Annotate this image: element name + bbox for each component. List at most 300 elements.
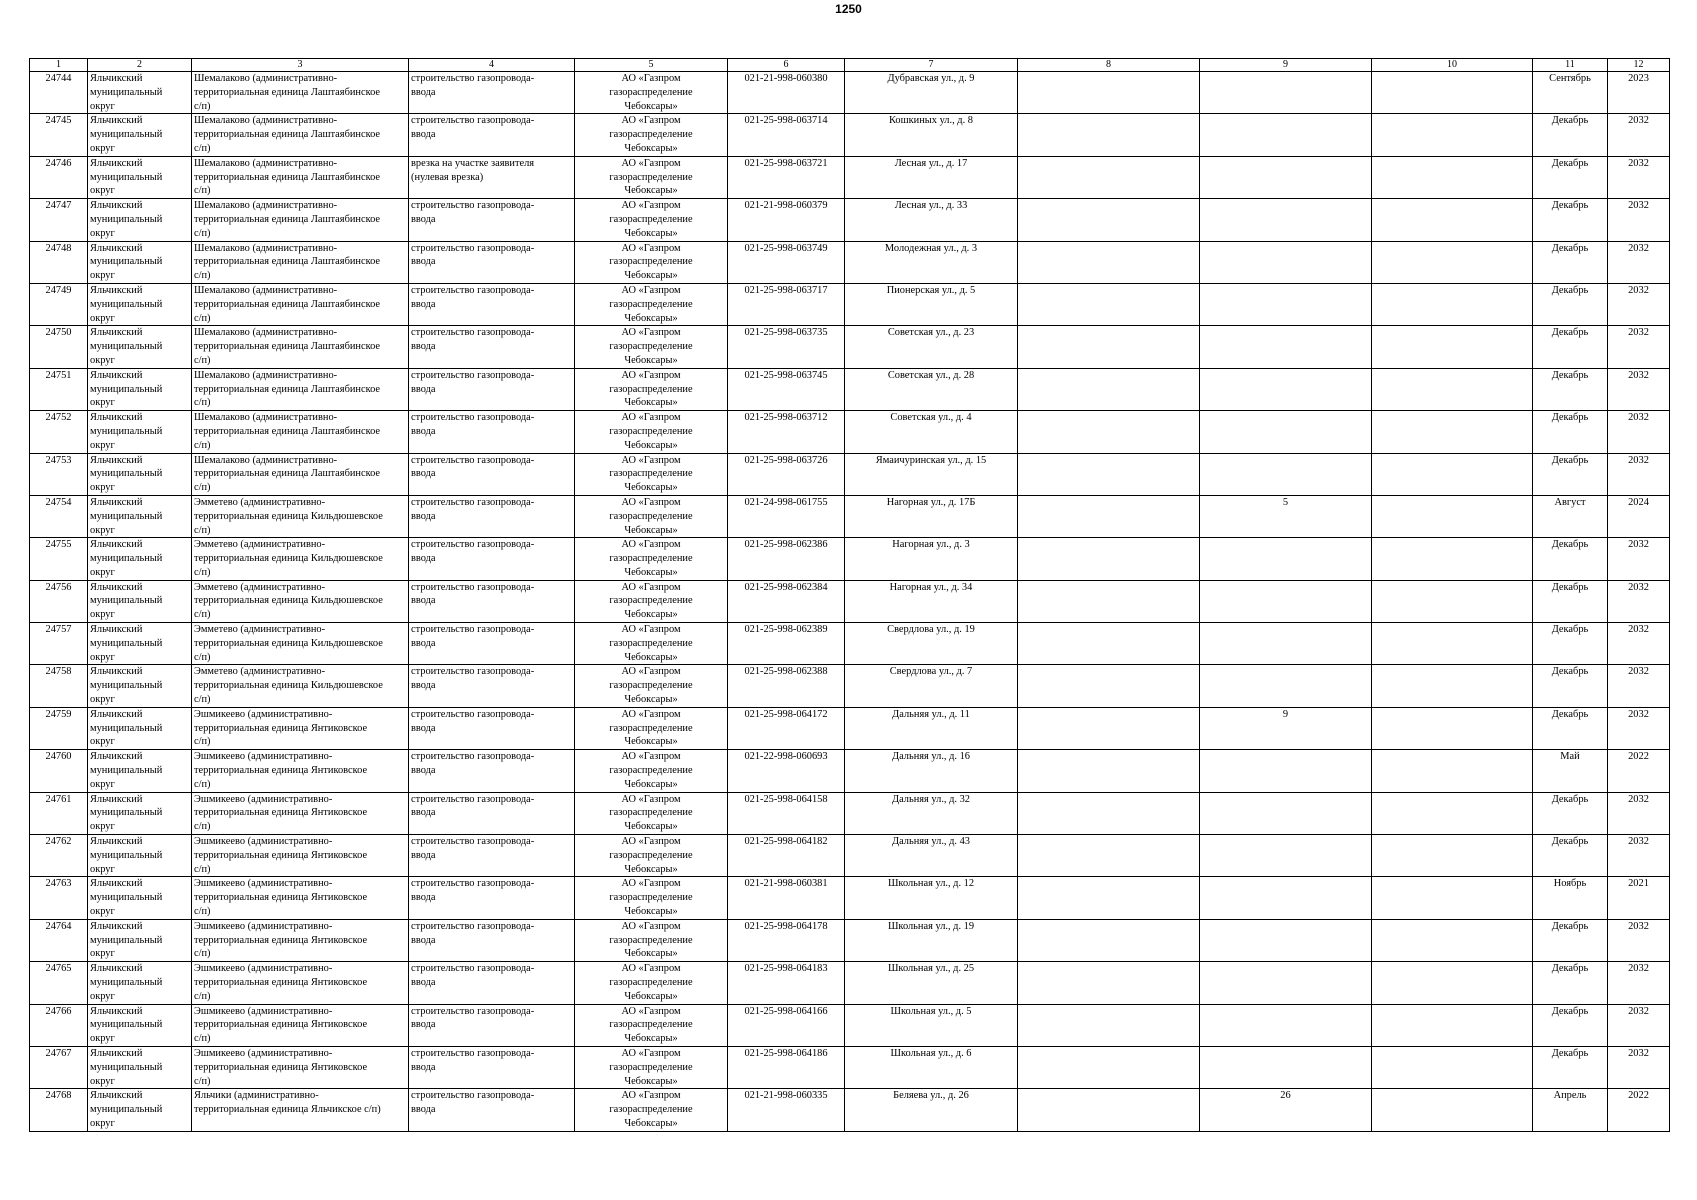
column-8-cell [1018,835,1200,877]
district-cell [88,1004,192,1046]
locality-line: территориальная единица Лаштаябинское [194,86,381,98]
work-type-line: строительство газопровода- [411,963,535,975]
column-9-cell [1200,623,1372,665]
locality-line: с/п) [194,821,211,833]
month-cell: Декабрь [1533,411,1608,453]
organization-line: Чебоксары» [624,609,678,621]
record-number-cell: 24768 [30,1089,88,1131]
district-line: муниципальный [90,1104,163,1116]
table-row [30,411,1670,453]
district-cell [88,156,192,198]
table-row [30,962,1670,1004]
work-type-line: строительство газопровода- [411,920,535,932]
year-cell: 2032 [1608,1046,1670,1088]
month-cell: Сентябрь [1533,72,1608,114]
cadastral-number-cell: 021-25-998-062389 [728,623,845,665]
organization-line: Чебоксары» [624,948,678,960]
locality-cell [192,750,409,792]
locality-line: территориальная единица Лаштаябинское [194,298,381,310]
column-8-cell [1018,368,1200,410]
organization-line: газораспределение [609,637,693,649]
year-cell: 2024 [1608,495,1670,537]
organization-cell [575,538,728,580]
cadastral-number-cell: 021-25-998-063712 [728,411,845,453]
work-type-line: ввода [411,298,436,310]
organization-line: Чебоксары» [624,863,678,875]
column-10-cell [1372,877,1533,919]
work-type-cell [409,877,575,919]
district-line: муниципальный [90,807,163,819]
work-type-line: ввода [411,1104,436,1116]
work-type-line: ввода [411,977,436,988]
district-line: Яльчикский [90,412,143,424]
locality-line: территориальная единица Яльчикское с/п) [194,1104,381,1116]
work-type-line: строительство газопровода- [411,496,535,508]
year-cell: 2032 [1608,623,1670,665]
organization-cell [575,72,728,114]
locality-line: территориальная единица Янтиковское [194,1019,368,1031]
locality-cell [192,665,409,707]
year-cell: 2032 [1608,326,1670,368]
work-type-line: ввода [411,722,436,734]
record-number-cell: 24765 [30,962,88,1004]
record-number-cell: 24767 [30,1046,88,1088]
organization-cell [575,199,728,241]
organization-line: Чебоксары» [624,185,678,197]
locality-line: Шемалаково (административно- [194,454,338,466]
column-8-cell [1018,114,1200,156]
column-header-9: 9 [1200,59,1372,72]
table-row [30,368,1670,410]
district-line: Яльчикский [90,1090,143,1102]
organization-line: газораспределение [609,86,693,98]
organization-cell [575,241,728,283]
month-cell: Декабрь [1533,1004,1608,1046]
year-cell: 2032 [1608,707,1670,749]
locality-cell [192,156,409,198]
month-cell: Декабрь [1533,835,1608,877]
column-10-cell [1372,623,1533,665]
column-header-5: 5 [575,59,728,72]
organization-line: газораспределение [609,383,693,395]
organization-line: газораспределение [609,341,693,353]
locality-cell [192,495,409,537]
locality-line: с/п) [194,312,211,324]
table-row [30,835,1670,877]
locality-line: с/п) [194,948,211,960]
work-type-line: ввода [411,425,436,437]
district-line: округ [90,227,115,239]
district-line: округ [90,863,115,875]
month-cell: Декабрь [1533,665,1608,707]
district-cell [88,962,192,1004]
district-line: муниципальный [90,129,163,141]
work-type-line: ввода [411,213,436,225]
work-type-line: строительство газопровода- [411,1005,535,1017]
organization-line: Чебоксары» [624,694,678,706]
work-type-line: ввода [411,849,436,861]
district-line: муниципальный [90,722,163,734]
district-line: округ [90,185,115,197]
district-line: муниципальный [90,425,163,437]
record-number-cell: 24766 [30,1004,88,1046]
address-cell: Нагорная ул., д. 34 [845,580,1018,622]
cadastral-number-cell: 021-25-998-064183 [728,962,845,1004]
month-cell: Декабрь [1533,368,1608,410]
month-cell: Ноябрь [1533,877,1608,919]
column-8-cell [1018,156,1200,198]
district-line: муниципальный [90,934,163,946]
address-cell: Школьная ул., д. 12 [845,877,1018,919]
address-cell: Лесная ул., д. 33 [845,199,1018,241]
work-type-cell [409,538,575,580]
work-type-line: ввода [411,553,436,565]
organization-line: АО «Газпром [621,878,681,890]
page-number: 1250 [835,2,862,16]
month-cell: Декабрь [1533,792,1608,834]
table-row [30,72,1670,114]
organization-line: газораспределение [609,171,693,183]
year-cell: 2032 [1608,835,1670,877]
locality-line: Шемалаково (административно- [194,284,338,296]
locality-cell [192,919,409,961]
district-line: Яльчикский [90,115,143,127]
locality-cell [192,1004,409,1046]
organization-line: АО «Газпром [621,454,681,466]
work-type-line: ввода [411,680,436,692]
organization-line: АО «Газпром [621,920,681,932]
column-9-cell [1200,241,1372,283]
organization-line: АО «Газпром [621,963,681,975]
organization-cell [575,114,728,156]
address-cell: Пионерская ул., д. 5 [845,283,1018,325]
locality-line: Шемалаково (административно- [194,73,338,84]
district-line: округ [90,778,115,790]
work-type-line: ввода [411,595,436,607]
organization-line: АО «Газпром [621,624,681,636]
organization-cell [575,411,728,453]
column-10-cell [1372,1046,1533,1088]
column-9-cell [1200,877,1372,919]
locality-line: территориальная единица Лаштаябинское [194,129,381,141]
organization-cell [575,962,728,1004]
district-line: муниципальный [90,553,163,565]
district-cell [88,538,192,580]
work-type-line: ввода [411,129,436,141]
table-row [30,453,1670,495]
column-9-cell [1200,199,1372,241]
month-cell: Апрель [1533,1089,1608,1131]
column-header-3: 3 [192,59,409,72]
work-type-line: строительство газопровода- [411,666,535,678]
locality-line: с/п) [194,778,211,790]
column-8-cell [1018,1089,1200,1131]
organization-line: газораспределение [609,807,693,819]
cadastral-number-cell: 021-25-998-064182 [728,835,845,877]
district-line: округ [90,1033,115,1045]
column-header-10: 10 [1372,59,1533,72]
address-cell: Свердлова ул., д. 19 [845,623,1018,665]
column-8-cell [1018,1004,1200,1046]
organization-line: АО «Газпром [621,200,681,212]
locality-cell [192,326,409,368]
organization-line: АО «Газпром [621,284,681,296]
column-9-cell [1200,919,1372,961]
table-row [30,241,1670,283]
organization-line: Чебоксары» [624,397,678,409]
organization-line: газораспределение [609,1061,693,1073]
work-type-line: ввода [411,934,436,946]
organization-line: Чебоксары» [624,821,678,833]
column-header-6: 6 [728,59,845,72]
work-type-line: ввода [411,510,436,522]
locality-line: территориальная единица Кильдюшевское [194,510,383,522]
table-row [30,792,1670,834]
organization-line: АО «Газпром [621,115,681,127]
column-header-11: 11 [1533,59,1608,72]
table-row [30,495,1670,537]
locality-cell [192,962,409,1004]
work-type-cell [409,368,575,410]
district-line: муниципальный [90,637,163,649]
locality-line: Шемалаково (административно- [194,327,338,339]
district-cell [88,750,192,792]
work-type-cell [409,707,575,749]
organization-cell [575,453,728,495]
district-line: округ [90,354,115,366]
address-cell: Лесная ул., д. 17 [845,156,1018,198]
organization-line: газораспределение [609,1104,693,1116]
month-cell: Декабрь [1533,580,1608,622]
organization-line: АО «Газпром [621,836,681,848]
column-header-1: 1 [30,59,88,72]
locality-line: с/п) [194,609,211,621]
record-number-cell: 24759 [30,707,88,749]
work-type-line: ввода [411,807,436,819]
organization-line: АО «Газпром [621,581,681,593]
column-8-cell [1018,538,1200,580]
year-cell: 2032 [1608,199,1670,241]
locality-line: с/п) [194,100,211,112]
district-cell [88,792,192,834]
cadastral-number-cell: 021-25-998-064172 [728,707,845,749]
district-line: округ [90,312,115,324]
locality-cell [192,580,409,622]
record-number-cell: 24746 [30,156,88,198]
month-cell: Декабрь [1533,707,1608,749]
month-cell: Декабрь [1533,453,1608,495]
column-9-cell [1200,1004,1372,1046]
organization-cell [575,835,728,877]
locality-cell [192,411,409,453]
district-line: Яльчикский [90,751,143,763]
locality-line: с/п) [194,1033,211,1045]
organization-line: Чебоксары» [624,1117,678,1129]
district-line: Яльчикский [90,963,143,975]
locality-line: территориальная единица Янтиковское [194,722,368,734]
table-row [30,114,1670,156]
table-row [30,1046,1670,1088]
organization-cell [575,750,728,792]
district-cell [88,368,192,410]
locality-line: Шемалаково (административно- [194,242,338,254]
address-cell: Кошкиных ул., д. 8 [845,114,1018,156]
locality-line: территориальная единица Кильдюшевское [194,553,383,565]
locality-cell [192,199,409,241]
column-9-cell [1200,283,1372,325]
organization-line: АО «Газпром [621,73,681,84]
month-cell: Май [1533,750,1608,792]
organization-line: АО «Газпром [621,1090,681,1102]
district-line: округ [90,524,115,536]
locality-line: Эмметево (административно- [194,666,326,678]
district-cell [88,665,192,707]
record-number-cell: 24748 [30,241,88,283]
organization-line: Чебоксары» [624,778,678,790]
record-number-cell: 24744 [30,72,88,114]
work-type-line: ввода [411,1061,436,1073]
column-10-cell [1372,750,1533,792]
organization-cell [575,707,728,749]
record-number-cell: 24750 [30,326,88,368]
district-line: Яльчикский [90,454,143,466]
column-9-cell [1200,114,1372,156]
record-number-cell: 24752 [30,411,88,453]
year-cell: 2022 [1608,1089,1670,1131]
work-type-cell [409,326,575,368]
cadastral-number-cell: 021-25-998-064166 [728,1004,845,1046]
cadastral-number-cell: 021-21-998-060335 [728,1089,845,1131]
organization-line: АО «Газпром [621,157,681,169]
month-cell: Декабрь [1533,1046,1608,1088]
locality-line: с/п) [194,227,211,239]
year-cell: 2032 [1608,156,1670,198]
organization-cell [575,156,728,198]
column-10-cell [1372,1004,1533,1046]
cadastral-number-cell: 021-25-998-064158 [728,792,845,834]
column-10-cell [1372,241,1533,283]
locality-line: с/п) [194,185,211,197]
work-type-cell [409,665,575,707]
locality-line: с/п) [194,270,211,282]
locality-cell [192,1046,409,1088]
work-type-line: строительство газопровода- [411,115,535,127]
work-type-line: строительство газопровода- [411,581,535,593]
work-type-line: ввода [411,765,436,777]
work-type-line: строительство газопровода- [411,73,535,84]
work-type-cell [409,580,575,622]
column-9-cell [1200,835,1372,877]
work-type-cell [409,411,575,453]
district-line: Яльчикский [90,284,143,296]
column-8-cell [1018,665,1200,707]
table-row [30,623,1670,665]
month-cell: Декабрь [1533,919,1608,961]
organization-cell [575,1046,728,1088]
column-10-cell [1372,538,1533,580]
district-line: округ [90,694,115,706]
year-cell: 2032 [1608,453,1670,495]
column-9-cell [1200,326,1372,368]
district-line: округ [90,990,115,1002]
district-line: округ [90,948,115,960]
district-line: Яльчикский [90,73,143,84]
organization-line: газораспределение [609,468,693,480]
locality-line: Эшмикеево (административно- [194,836,333,848]
district-line: муниципальный [90,86,163,98]
district-line: муниципальный [90,383,163,395]
locality-line: территориальная единица Кильдюшевское [194,637,383,649]
district-cell [88,877,192,919]
column-8-cell [1018,199,1200,241]
year-cell: 2021 [1608,877,1670,919]
record-number-cell: 24753 [30,453,88,495]
work-type-line: строительство газопровода- [411,412,535,424]
locality-line: Эшмикеево (административно- [194,878,333,890]
organization-line: газораспределение [609,722,693,734]
district-line: Яльчикский [90,539,143,551]
locality-line: территориальная единица Лаштаябинское [194,213,381,225]
organization-line: АО «Газпром [621,751,681,763]
district-line: муниципальный [90,468,163,480]
district-cell [88,453,192,495]
locality-line: территориальная единица Лаштаябинское [194,425,381,437]
table-row [30,1004,1670,1046]
district-line: округ [90,397,115,409]
locality-cell [192,792,409,834]
organization-line: Чебоксары» [624,312,678,324]
work-type-line: строительство газопровода- [411,751,535,763]
work-type-line: ввода [411,1019,436,1031]
work-type-line: строительство газопровода- [411,793,535,805]
table-row [30,199,1670,241]
district-line: муниципальный [90,595,163,607]
year-cell: 2032 [1608,792,1670,834]
organization-line: Чебоксары» [624,439,678,451]
work-type-cell [409,750,575,792]
locality-line: территориальная единица Кильдюшевское [194,595,383,607]
locality-line: Эшмикеево (административно- [194,1005,333,1017]
column-8-cell [1018,241,1200,283]
district-line: муниципальный [90,1019,163,1031]
work-type-cell [409,114,575,156]
district-line: Яльчикский [90,793,143,805]
organization-cell [575,495,728,537]
work-type-cell [409,1046,575,1088]
cadastral-number-cell: 021-25-998-063721 [728,156,845,198]
column-header-8: 8 [1018,59,1200,72]
district-cell [88,283,192,325]
header-row [30,59,1670,72]
column-10-cell [1372,72,1533,114]
column-9-cell [1200,580,1372,622]
address-cell: Беляева ул., д. 26 [845,1089,1018,1131]
district-cell [88,411,192,453]
district-line: округ [90,651,115,663]
locality-line: территориальная единица Кильдюшевское [194,680,383,692]
address-cell: Дальняя ул., д. 43 [845,835,1018,877]
organization-line: газораспределение [609,765,693,777]
district-line: муниципальный [90,892,163,904]
district-line: округ [90,439,115,451]
district-cell [88,835,192,877]
district-line: округ [90,270,115,282]
table-header [30,59,1670,72]
column-10-cell [1372,199,1533,241]
work-type-line: строительство газопровода- [411,454,535,466]
organization-cell [575,792,728,834]
table-row [30,1089,1670,1131]
